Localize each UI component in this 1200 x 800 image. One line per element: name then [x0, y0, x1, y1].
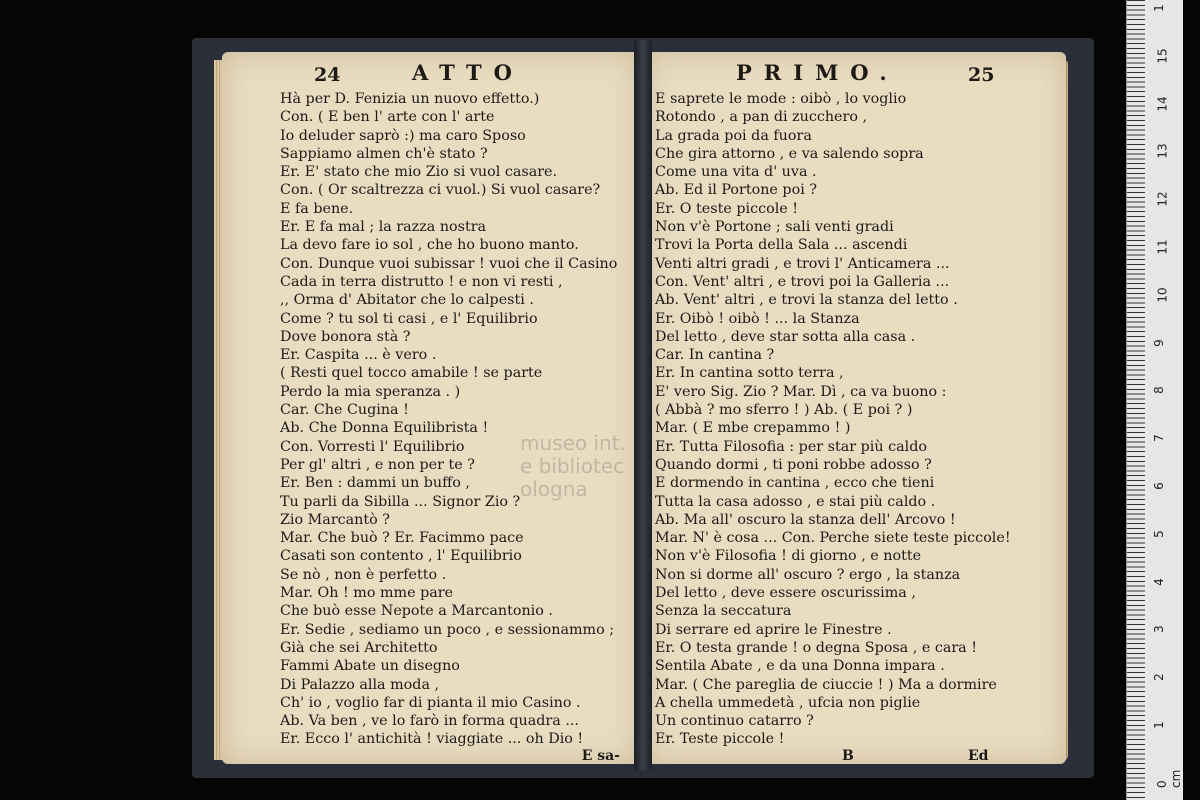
- text-line: Con. ( Or scaltrezza ci vuol.) Si vuol casare?: [280, 182, 601, 199]
- book-spine: [634, 40, 652, 770]
- text-line: Un continuo catarro ?: [655, 713, 814, 730]
- page-number: 25: [968, 64, 995, 86]
- text-line: Er. E' stato che mio Zio si vuol casare.: [280, 164, 558, 181]
- text-line: Mar. ( E mbe crepammo ! ): [655, 420, 851, 437]
- text-line: Car. Che Cugina !: [280, 402, 409, 419]
- text-line: Er. O testa grande ! o degna Sposa , e cara !: [655, 639, 978, 656]
- text-line: Mar. N' è cosa ... Con. Perche siete teste piccole!: [655, 530, 1011, 547]
- text-line: Non v'è Portone ; sali venti gradi: [655, 219, 894, 236]
- text-line: Non si dorme all' oscuro ? ergo , la stanza: [655, 566, 961, 583]
- running-header: ATTO: [412, 60, 524, 85]
- text-line: E fa bene.: [280, 200, 354, 217]
- text-line: Con. Vent' altri , e trovi poi la Galleria ...: [655, 273, 950, 290]
- text-line: Er. Sedie , sediamo un poco , e sessionammo ;: [280, 621, 615, 638]
- text-line: Ab. Va ben , ve lo farò in forma quadra ...: [280, 713, 579, 730]
- text-line: Cada in terra distrutto ! e non vi resti ,: [280, 273, 563, 290]
- ruler-mark: 6: [1151, 482, 1166, 490]
- text-line: Ab. Ed il Portone poi ?: [655, 182, 817, 199]
- ruler-mark: 9: [1151, 338, 1166, 347]
- ruler-mark: 4: [1151, 577, 1166, 586]
- text-line: Rotondo , a pan di zucchero ,: [655, 109, 868, 126]
- ruler-mark: 15: [1155, 48, 1170, 64]
- ruler-mark: 10: [1155, 287, 1170, 303]
- text-line: Che buò esse Nepote a Marcantonio .: [280, 603, 553, 620]
- measurement-ruler: [1126, 0, 1183, 800]
- ruler-mark: 14: [1155, 95, 1170, 112]
- text-line: Perdo la mia speranza . ): [280, 383, 461, 400]
- text-line: Venti altri gradi , e trovi l' Anticamera ...: [655, 255, 950, 272]
- text-line: Mar. Oh ! mo mme pare: [280, 585, 454, 602]
- ruler-mark: 1: [1151, 721, 1166, 729]
- ruler-mark: 11: [1155, 239, 1170, 255]
- text-line: Car. In cantina ?: [655, 347, 775, 364]
- text-line: Hà per D. Fenizia un nuovo effetto.): [280, 91, 540, 107]
- ruler-mark: 13: [1155, 143, 1170, 160]
- text-line: Er. Tutta Filosofia : per star più caldo: [655, 438, 927, 455]
- left-page: [222, 52, 638, 764]
- text-line: Tu parli da Sibilla ... Signor Zio ?: [280, 493, 521, 510]
- ruler-mark: 8: [1151, 386, 1166, 395]
- text-line: ( Abbà ? mo sferro ! ) Ab. ( E poi ? ): [655, 402, 913, 419]
- ruler-mark: 1: [1151, 4, 1166, 12]
- text-line: Dove bonora stà ?: [280, 328, 411, 345]
- text-line: Io deluder saprò :) ma caro Sposo: [280, 127, 526, 144]
- text-line: Er. E fa mal ; la razza nostra: [280, 219, 487, 236]
- text-line: Senza la seccatura: [655, 603, 792, 620]
- text-line: La grada poi da fuora: [655, 127, 812, 144]
- text-line: Ab. Che Donna Equilibrista !: [280, 420, 489, 437]
- text-line: Er. Ecco l' antichità ! viaggiate ... oh Dio !: [280, 731, 584, 748]
- text-line: Ch' io , voglio far di pianta il mio Casino .: [280, 694, 581, 711]
- ruler-mark: 2: [1151, 673, 1166, 682]
- text-line: Del letto , deve essere oscurissima ,: [655, 585, 916, 602]
- text-line: Per gl' altri , e non per te ?: [280, 456, 475, 473]
- watermark-line: ologna: [520, 477, 588, 501]
- text-line: Del letto , deve star sotta alla casa .: [655, 328, 916, 345]
- text-line: Tutta la casa adosso , e stai più caldo .: [655, 493, 936, 510]
- text-line: Sentila Abate , e da una Donna impara .: [655, 658, 945, 675]
- text-line: Quando dormi , ti poni robbe adosso ?: [655, 456, 932, 473]
- text-line: A chella ummedetà , ufcia non piglie: [655, 694, 921, 711]
- ruler-mark: 12: [1155, 191, 1170, 207]
- text-line: Er. In cantina sotto terra ,: [655, 365, 844, 382]
- text-line: E' vero Sig. Zio ? Mar. Dì , ca va buono :: [655, 383, 947, 400]
- right-page: [646, 52, 1066, 764]
- signature-mark: B: [842, 748, 854, 764]
- text-line: Che gira attorno , e va salendo sopra: [655, 145, 924, 162]
- text-line: Mar. Che buò ? Er. Facimmo pace: [280, 530, 524, 547]
- catchword: E sa-: [581, 748, 620, 764]
- text-lines: [222, 90, 638, 749]
- ruler-mark: 7: [1151, 434, 1166, 443]
- ruler-ticks: [1127, 0, 1145, 800]
- text-line: Come ? tu sol ti casi , e l' Equilibrio: [280, 310, 538, 327]
- text-line: Casati son contento , l' Equilibrio: [280, 548, 522, 565]
- text-line: Mar. ( Che pareglia de ciuccie ! ) Ma a dormire: [655, 676, 997, 693]
- text-line: Zio Marcantò ?: [280, 511, 390, 528]
- text-line: Er. Caspita ... è vero .: [280, 347, 437, 364]
- text-line: La devo fare io sol , che ho buono manto.: [280, 237, 579, 254]
- text-line: Di serrare ed aprire le Finestre .: [655, 621, 892, 638]
- text-line: Er. O teste piccole !: [655, 200, 799, 217]
- text-line: Con. Vorresti l' Equilibrio: [280, 438, 465, 455]
- text-line: Di Palazzo alla moda ,: [280, 676, 440, 693]
- ruler-unit-label: 0 cm: [1155, 769, 1183, 788]
- catchword: Ed: [968, 748, 989, 764]
- text-line: ,, Orma d' Abitator che lo calpesti .: [280, 292, 534, 309]
- text-lines: [646, 90, 1066, 749]
- text-line: Er. Ben : dammi un buffo ,: [280, 475, 470, 492]
- watermark-line: museo int.: [520, 431, 626, 455]
- text-line: Con. Dunque vuoi subissar ! vuoi che il Casino: [280, 255, 618, 272]
- text-line: Non v'è Filosofia ! di giorno , e notte: [655, 548, 922, 565]
- text-line: ( Resti quel tocco amabile ! se parte: [280, 365, 543, 382]
- text-line: Ab. Ma all' oscuro la stanza dell' Arcovo !: [655, 511, 956, 528]
- text-line: Se nò , non è perfetto .: [280, 566, 447, 583]
- text-line: Sappiamo almen ch'è stato ?: [280, 145, 488, 162]
- text-line: E dormendo in cantina , ecco che tieni: [655, 475, 935, 492]
- library-watermark: [520, 432, 626, 501]
- running-header: PRIMO.: [736, 60, 899, 85]
- text-line: Er. Oibò ! oibò ! ... la Stanza: [655, 310, 860, 327]
- ruler-mark: 3: [1151, 625, 1166, 634]
- text-line: Come una vita d' uva .: [655, 164, 817, 181]
- page-number: 24: [314, 64, 341, 86]
- text-line: Trovi la Porta della Sala ... ascendi: [655, 237, 908, 254]
- text-line: Già che sei Architetto: [280, 639, 438, 656]
- text-line: Ab. Vent' altri , e trovi la stanza del letto .: [655, 292, 958, 309]
- text-line: Con. ( E ben l' arte con l' arte: [280, 109, 495, 126]
- text-line: Er. Teste piccole !: [655, 731, 785, 748]
- watermark-line: e bibliotec: [520, 454, 625, 478]
- text-line: Fammi Abate un disegno: [280, 658, 460, 675]
- text-line: E saprete le mode : oibò , lo voglio: [655, 91, 907, 107]
- ruler-mark: 5: [1151, 529, 1166, 538]
